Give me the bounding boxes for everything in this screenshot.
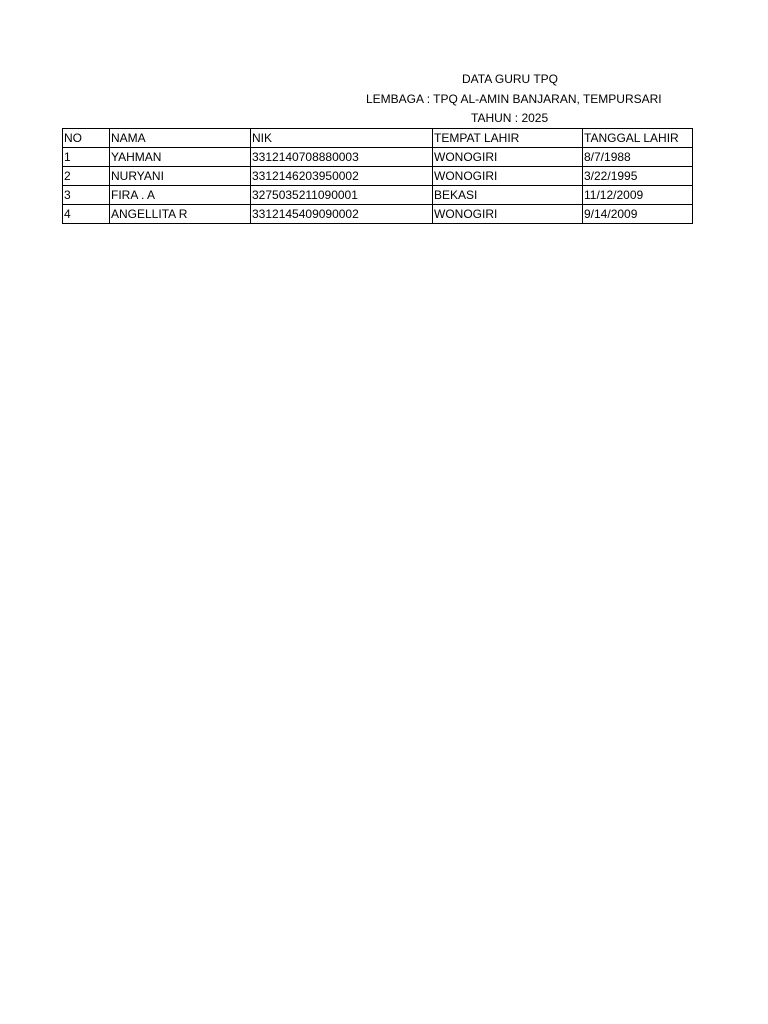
cell-tanggal-lahir: 11/12/2009 [583, 186, 693, 205]
institution-line: LEMBAGA : TPQ AL-AMIN BANJARAN, TEMPURSARI [366, 92, 662, 106]
cell-nama: NURYANI [110, 167, 251, 186]
column-header-nama: NAMA [110, 129, 251, 148]
column-header-tempat-lahir: TEMPAT LAHIR [433, 129, 583, 148]
cell-tempat-lahir: BEKASI [433, 186, 583, 205]
cell-tanggal-lahir: 8/7/1988 [583, 148, 693, 167]
cell-tempat-lahir: WONOGIRI [433, 205, 583, 224]
column-header-tanggal-lahir: TANGGAL LAHIR [583, 129, 693, 148]
cell-nik: 3312146203950002 [251, 167, 433, 186]
cell-tempat-lahir: WONOGIRI [433, 167, 583, 186]
cell-no: 1 [63, 148, 110, 167]
cell-no: 3 [63, 186, 110, 205]
cell-no: 2 [63, 167, 110, 186]
table-row [63, 186, 693, 205]
table-row [63, 205, 693, 224]
year-line: TAHUN : 2025 [471, 111, 549, 125]
cell-tempat-lahir: WONOGIRI [433, 148, 583, 167]
cell-nik: 3312140708880003 [251, 148, 433, 167]
cell-no: 4 [63, 205, 110, 224]
cell-tanggal-lahir: 9/14/2009 [583, 205, 693, 224]
column-header-no: NO [63, 129, 110, 148]
cell-nama: YAHMAN [110, 148, 251, 167]
cell-nama: FIRA . A [110, 186, 251, 205]
cell-nama: ANGELLITA R [110, 205, 251, 224]
cell-tanggal-lahir: 3/22/1995 [583, 167, 693, 186]
column-header-nik: NIK [251, 129, 433, 148]
cell-nik: 3275035211090001 [251, 186, 433, 205]
teacher-data-table [62, 128, 693, 224]
table-header-row [63, 129, 693, 148]
table-row [63, 148, 693, 167]
cell-nik: 3312145409090002 [251, 205, 433, 224]
document-title: DATA GURU TPQ [462, 72, 559, 86]
table-row [63, 167, 693, 186]
